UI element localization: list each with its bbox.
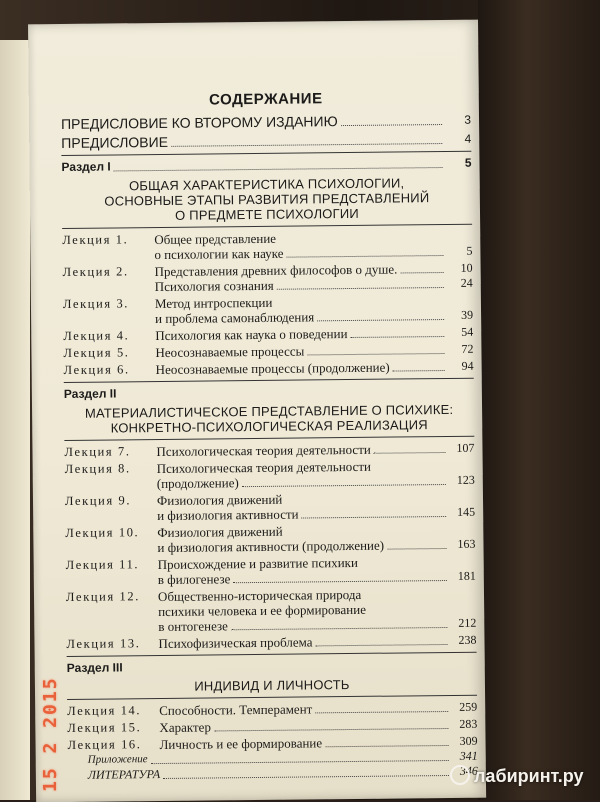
dot-leader (231, 627, 447, 630)
lecture-number: Лекция 5. (63, 345, 130, 361)
lecture-page: 212 (458, 615, 477, 630)
lecture-title: и физиология активности (продолжение) (157, 537, 385, 556)
lecture-number: Лекция 6. (63, 362, 130, 378)
section-title: ОБЩАЯ ХАРАКТЕРИСТИКА ПСИХОЛОГИИ, ОСНОВНЫЕ ЭТАПЫ РАЗВИТИЯ ПРЕДСТАВЛЕНИЙ О ПРЕДМЕТЕ ПСИХОЛОГИИ (104, 175, 430, 223)
lecture-number: Лекция 4. (63, 328, 130, 344)
entry-page: 3 (464, 112, 472, 127)
lecture-number: Лекция 16. (67, 737, 142, 752)
lecture-entry (65, 522, 475, 556)
lecture-title: Общественно-историческая природа (157, 586, 362, 605)
lecture-title: Неосознаваемые процессы (155, 343, 305, 361)
lecture-entry (64, 441, 474, 460)
lecture-entry (66, 586, 476, 635)
entry-page: 4 (464, 131, 472, 146)
lecture-title: Метод интроспекции (154, 294, 273, 312)
dot-leader (114, 167, 443, 171)
lecture-page: 72 (461, 341, 474, 356)
dot-leader (277, 287, 444, 290)
toc-entry (61, 132, 471, 151)
lecture-number: Лекция 13. (66, 636, 141, 651)
appendix-page: 341 (459, 748, 478, 763)
lecture-page: 259 (459, 699, 478, 714)
lecture-title: и физиология активности (157, 506, 299, 524)
literature-entry (88, 764, 478, 783)
dot-leader (302, 516, 447, 519)
labirint-logo-icon (450, 765, 470, 785)
section-title: МАТЕРИАЛИСТИЧЕСКОЕ ПРЕДСТАВЛЕНИЕ О ПСИХИКЕ: КОНКРЕТНО-ПСИХОЛОГИЧЕСКАЯ РЕАЛИЗАЦИЯ (84, 401, 454, 436)
section-heading: Раздел II (63, 386, 117, 402)
dot-leader (393, 370, 445, 372)
lecture-entry (67, 717, 477, 736)
labirint-watermark: лабиринт.ру (450, 765, 584, 787)
dot-leader (400, 272, 443, 273)
lecture-title: Психология сознания (154, 277, 274, 295)
lecture-title: Физиология движений (157, 523, 283, 541)
lecture-number: Лекция 1. (62, 232, 129, 248)
section-title: ИНДИВИД И ЛИЧНОСТЬ (194, 677, 350, 694)
dot-leader (315, 711, 448, 713)
lecture-title: Общее представление (154, 230, 277, 248)
dot-leader (171, 143, 442, 147)
table-of-contents (61, 90, 478, 783)
lecture-title: о психологии как науке (154, 245, 284, 263)
lecture-title: (продолжение) (156, 475, 239, 492)
section-page: 5 (464, 155, 472, 170)
lecture-number: Лекция 3. (62, 296, 130, 312)
camera-date-stamp: 15 2 2015 (40, 676, 61, 792)
divider (64, 436, 474, 441)
dot-leader (387, 548, 446, 550)
lecture-title: Психологическая теория деятельности (156, 458, 372, 477)
divider (61, 151, 471, 156)
lecture-entry (66, 633, 476, 652)
lecture-page: 107 (456, 440, 475, 455)
lecture-title: Представления древних философов о душе. (154, 261, 398, 280)
lecture-page: 5 (466, 243, 473, 258)
literature-label: ЛИТЕРАТУРА (87, 767, 161, 782)
lecture-page: 10 (460, 260, 473, 275)
lecture-page: 94 (461, 358, 474, 373)
left-page-edge (0, 40, 30, 800)
lecture-page: 24 (460, 275, 473, 290)
lecture-entry (62, 229, 472, 263)
lecture-title: Происхождение и развитие психики (157, 554, 358, 573)
lecture-page: 54 (461, 324, 474, 339)
appendix-label: Приложение (87, 753, 148, 766)
lecture-number: Лекция 2. (62, 264, 129, 280)
lecture-entry: Лекция 3. Метод интроспекции и проблема самонаблюдения 39 (63, 293, 473, 327)
lecture-title: Психофизическая проблема (158, 634, 313, 652)
entry-label: ПРЕДИСЛОВИЕ (61, 133, 169, 152)
lecture-number: Лекция 9. (64, 493, 132, 508)
lecture-number: Лекция 7. (64, 444, 131, 459)
dot-leader (233, 580, 447, 583)
dot-leader (307, 353, 444, 355)
lecture-number: Лекция 14. (67, 703, 142, 718)
dot-leader (325, 745, 448, 747)
lecture-title: в филогенезе (157, 571, 231, 588)
lecture-title: Психологическая теория деятельности (156, 441, 371, 460)
lecture-page: 309 (459, 733, 478, 748)
lecture-page: 238 (458, 632, 477, 647)
lecture-number: Лекция 15. (67, 720, 142, 735)
dot-leader (351, 336, 445, 338)
lecture-title: Психология как наука о поведении (155, 326, 348, 344)
lecture-title: Личность и ее формирование (159, 735, 323, 753)
lecture-number: Лекция 11. (65, 557, 140, 572)
dot-leader (214, 728, 448, 731)
divider (67, 652, 477, 657)
dot-leader (374, 452, 446, 454)
dot-leader (163, 775, 449, 779)
lecture-page: 145 (457, 504, 476, 519)
lecture-entry (64, 359, 474, 378)
entry-label: ПРЕДИСЛОВИЕ КО ВТОРОМУ ИЗДАНИЮ (60, 113, 338, 133)
lecture-title: Физиология движений (156, 491, 283, 509)
dot-leader (287, 255, 444, 258)
section-heading (61, 156, 471, 175)
lecture-entry (63, 342, 473, 361)
dot-leader (316, 644, 448, 646)
right-background (478, 0, 600, 800)
lecture-title: психики человека и ее формирование (158, 601, 367, 620)
toc-entry (61, 113, 471, 132)
divider (64, 378, 474, 383)
lecture-entry (65, 490, 475, 524)
lecture-page: 123 (456, 472, 475, 487)
lecture-title: и проблема самонаблюдения (155, 309, 315, 327)
lecture-entry (63, 261, 473, 295)
lecture-page: 163 (457, 536, 476, 551)
lecture-title: в онтогенезе (158, 618, 228, 635)
section-label: Раздел I (61, 159, 111, 175)
lecture-entry (67, 700, 477, 719)
lecture-entry (65, 458, 475, 492)
dot-leader (341, 124, 442, 126)
divider (62, 224, 472, 229)
book-page (28, 20, 486, 802)
lecture-entry (66, 554, 476, 588)
dot-leader (242, 484, 446, 487)
dot-leader (317, 319, 444, 321)
lecture-title: Характер (159, 719, 211, 736)
lecture-number: Лекция 8. (64, 461, 131, 476)
literature-page: 346 (459, 763, 478, 778)
lecture-number: Лекция 12. (65, 589, 140, 604)
lecture-title: Способности. Темперамент (159, 701, 313, 719)
lecture-number: Лекция 10. (65, 525, 140, 540)
lecture-page: 283 (459, 716, 478, 731)
lecture-page: 181 (457, 568, 476, 583)
lecture-entry (63, 325, 473, 344)
divider (67, 695, 477, 700)
section-heading: Раздел III (66, 660, 123, 675)
lecture-title: Неосознаваемые процессы (продолжение) (155, 359, 390, 378)
toc-title: СОДЕРЖАНИЕ (209, 90, 323, 109)
